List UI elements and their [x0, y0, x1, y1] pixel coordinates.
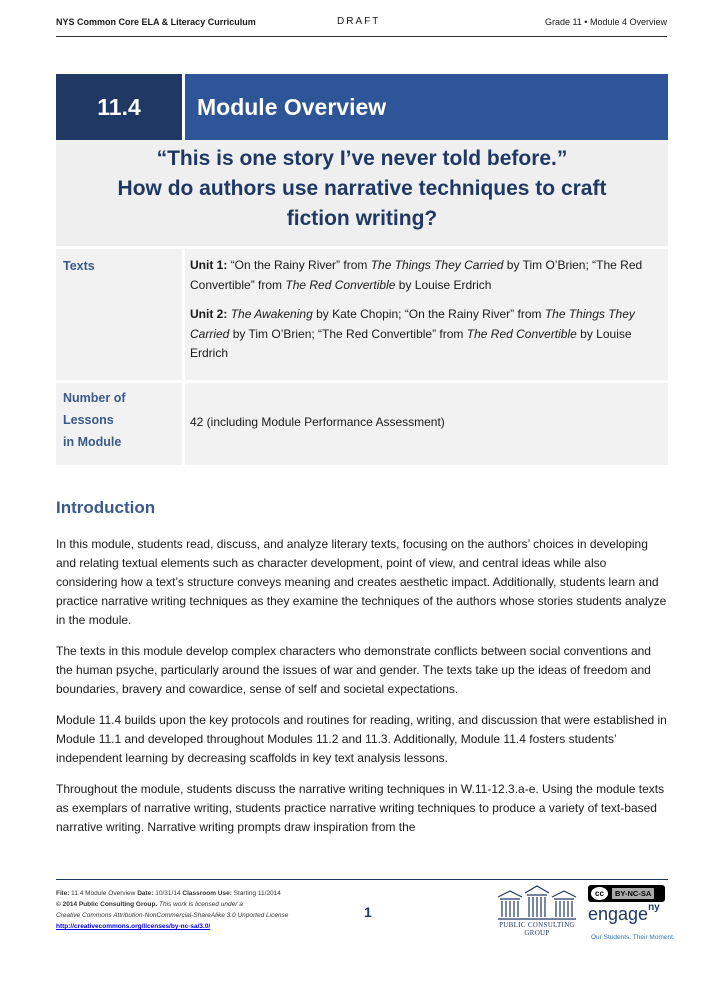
module-quote-box — [56, 140, 668, 246]
unit-2-texts: Unit 2: The Awakening by Kate Chopin; “On the Rainy River” from The Things They Carried by Tim O’Brien; “The Red Convertible” from The Red Convertible by Louise Erdrich — [190, 307, 635, 360]
header-curriculum: NYS Common Core ELA & Literacy Curriculum — [56, 17, 256, 27]
header-rule — [56, 36, 667, 37]
license-link[interactable]: http://creativecommons.org/licenses/by-nc-sa/3.0/ — [56, 923, 211, 930]
page-header — [56, 17, 667, 31]
intro-paragraph: Module 11.4 builds upon the key protocols and routines for reading, writing, and discussion that were established in Module 11.1 and developed throughout Modules 11.2 and 11.3. Additionally, Module 11.4 fosters students’ independent learning by decreasing scaffolds in key text analysis lessons. — [56, 713, 667, 765]
intro-paragraph: The texts in this module develop complex characters who demonstrate conflicts between social conventions and the human psyche, particularly around the issues of war and gender. The texts take up the ideas of freedom and boundaries, bravery and cowardice, sense of self and societal expectations. — [56, 644, 651, 696]
lessons-value: 42 (including Module Performance Assessment) — [190, 415, 445, 429]
intro-paragraph: Throughout the module, students discuss the narrative writing techniques in W.11-12.3.a-e. Using the module texts as exemplars of narrative writing, students practice narrative writing techniques to produce a variety of text-based narrative writing. Narrative writing prompts draw inspiration from the — [56, 782, 665, 834]
cc-license-badge: cc BY-NC-SA — [588, 885, 665, 902]
module-title: Module Overview — [185, 74, 668, 140]
footer-info: File: 11.4 Module Overview Date: 10/31/14 Classroom Use: Starting 11/2014 © 2014 Public Consulting Group. This work is licensed under a Creative Commons Attribution-NonCommercial-ShareAlike 3.0 Unported License http://creativecommons.org/licenses/by-nc-sa/3.0/ — [56, 890, 289, 930]
module-number: 11.4 — [56, 74, 182, 140]
footer-rule — [56, 879, 668, 880]
intro-paragraph: In this module, students read, discuss, and analyze literary texts, focusing on the authors’ choices in developing and relating textual elements such as character development, point of view, and central ideas while also considering how a text’s structure conveys meaning and creates aesthetic impact. Additionally, students learn and practice narrative writing techniques as they examine the techniques of the authors whose stories students analyze in the module. — [56, 537, 667, 627]
lessons-row — [56, 383, 668, 465]
cc-logo-icon: cc — [591, 887, 608, 900]
pcg-logo-text: PUBLIC CONSULTING GROUP — [499, 921, 575, 937]
texts-value — [190, 256, 660, 374]
module-title-band — [56, 74, 668, 140]
header-grade-module: Grade 11 • Module 4 Overview — [544, 17, 667, 27]
page-number: 1 — [364, 904, 372, 920]
introduction-body — [56, 535, 668, 849]
engageny-tagline: Our Students. Their Moment. — [591, 934, 675, 941]
introduction-heading: Introduction — [56, 498, 156, 517]
unit-1-texts: Unit 1: “On the Rainy River” from The Things They Carried by Tim O’Brien; “The Red Convertible” from The Red Convertible by Louise Erdrich — [190, 258, 643, 292]
engageny-logo: engage$^{ny}$ — [588, 902, 660, 924]
texts-row — [56, 249, 668, 380]
essential-question: How do authors use narrative techniques to craft fiction writing? — [117, 177, 607, 230]
lessons-label: Number of Lessons in Module — [63, 391, 126, 449]
header-draft: DRAFT — [337, 16, 381, 27]
texts-label: Texts — [63, 259, 95, 273]
module-quote: “This is one story I’ve never told before.” — [156, 147, 568, 170]
